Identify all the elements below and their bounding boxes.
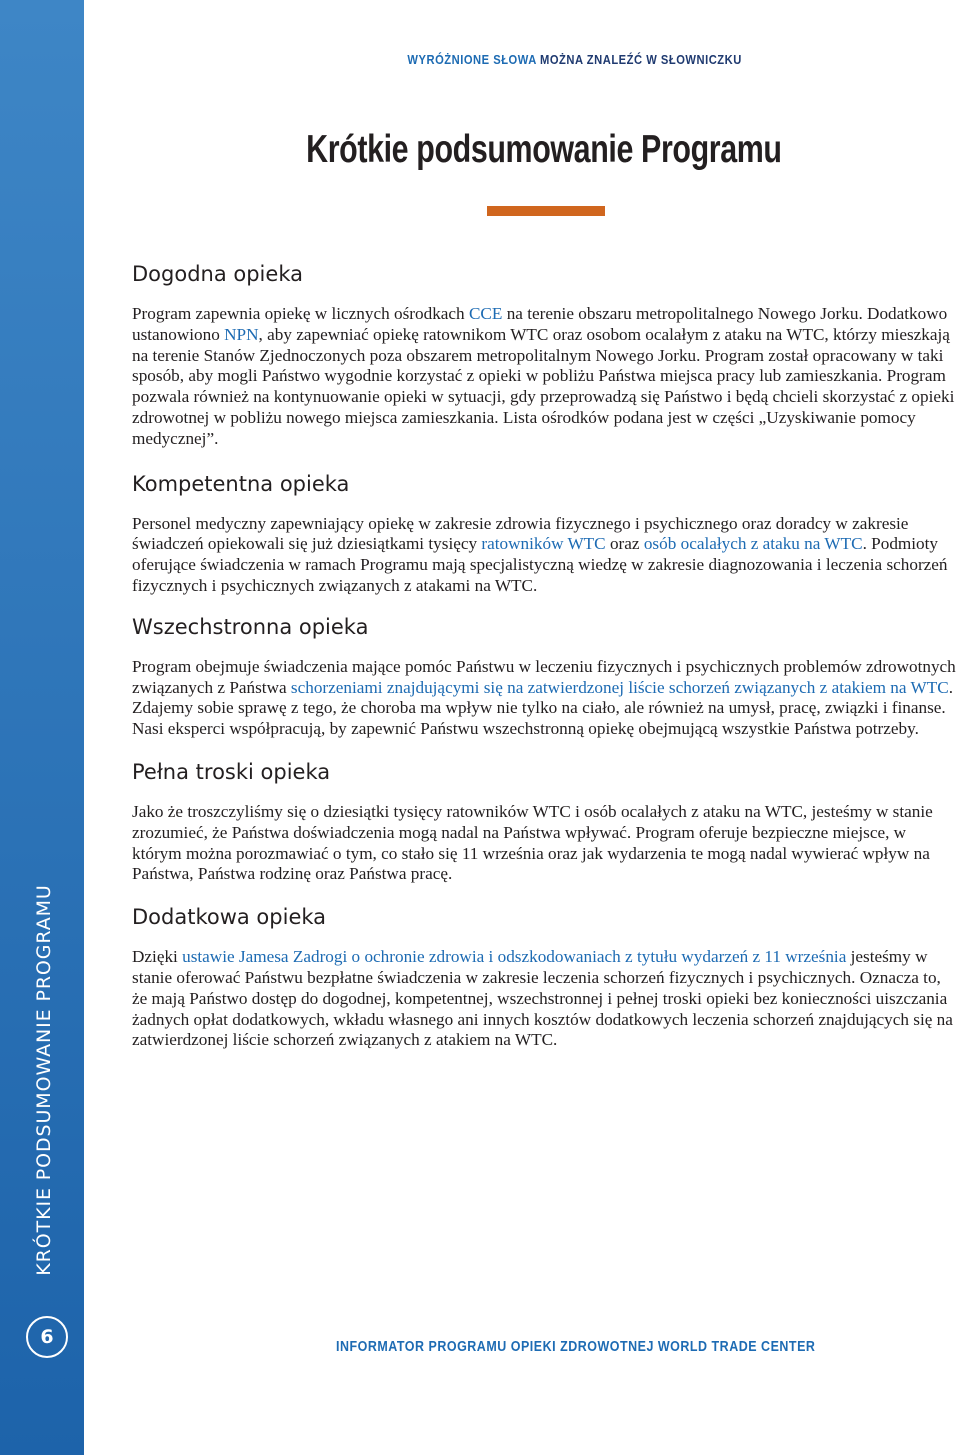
body-text: , aby zapewniać opiekę ratownikom WTC oraz osobom ocalałym z ataku na WTC, którzy mieszkają na terenie Stanów Zjednoczonych poza obszarem metropolitalnym Nowego Jorku. Program został opracowany w taki sposób, aby mogli Państwo wygodnie korzystać z opieki w pobliżu Państwa miejsca pracy lub zamieszkania. Program pozwala również na kontynuowanie opieki w sytuacji, gdy przeprowadzą się Państwo i będą chcieli skorzystać z opieki zdrowotnej w pobliżu nowego miejsca zamieszkania. Lista ośrodków podana jest w części „Uzyskiwanie pomocy medycznej”. <box>132 324 955 448</box>
section-dodatkowa-opieka <box>132 901 958 1051</box>
section-heading: Wszechstronna opieka <box>132 614 369 639</box>
body-text: Personel medyczny zapewniający opiekę w zakresie zdrowia fizycznego i psychicznego oraz doradcy w zakresie świadczeń opiekowali się już dziesiątkami tysięcy <box>132 513 909 554</box>
main-content <box>132 258 958 1051</box>
glossary-link[interactable]: NPN <box>224 324 259 344</box>
body-text: na terenie obszaru metropolitalnego Nowego Jorku. Dodatkowo ustanowiono <box>132 304 948 344</box>
section-pelna-troski-opieka <box>132 756 958 885</box>
section-heading: Pełna troski opieka <box>132 759 331 784</box>
glossary-link[interactable]: ustawie Jamesa Zadrogi o ochronie zdrowia i odszkodowaniach z tytułu wydarzeń z 11 września <box>182 947 847 967</box>
footer-title: INFORMATOR PROGRAMU OPIEKI ZDROWOTNEJ WORLD TRADE CENTER <box>336 1339 816 1355</box>
glossary-link[interactable]: osób ocalałych z ataku na WTC <box>643 534 863 554</box>
section-kompetentna-opieka <box>132 468 958 597</box>
section-body <box>132 657 958 740</box>
body-text: Jako że troszczyliśmy się o dziesiątki tysięcy ratowników WTC i osób ocalałych z ataku na WTC, jesteśmy w stanie zrozumieć, że Państwa doświadczenia mogą nadal na Państwa wpływać. Program oferuje bezpieczne miejsce, w którym można porozmawiać o tym, co stało się 11 września oraz jak wydarzenia te mogą nadal wywierać wpływ na Państwa, Państwa rodzinę oraz Państwa pracę. <box>132 801 933 884</box>
section-body <box>132 514 958 597</box>
page-title: Krótkie podsumowanie Programu <box>306 128 782 171</box>
section-heading: Kompetentna opieka <box>132 471 350 496</box>
body-text: Dzięki <box>132 947 183 967</box>
title-accent-bar <box>487 206 605 216</box>
glossary-highlight: WYRÓŻNIONE SŁOWA <box>407 52 537 67</box>
section-wszechstronna-opieka <box>132 611 958 740</box>
body-text: Program zapewnia opiekę w licznych ośrodkach <box>132 304 469 323</box>
page-number: 6 <box>26 1316 68 1358</box>
section-body <box>132 802 958 885</box>
body-text: Program obejmuje świadczenia mające pomóc Państwu w leczeniu fizycznych i psychicznych problemów zdrowotnych związanych z Państwa <box>132 656 956 697</box>
glossary-link[interactable]: CCE <box>468 304 503 323</box>
section-body <box>132 304 958 450</box>
body-text: oraz <box>605 534 644 554</box>
body-text: . Podmioty oferujące świadczenia w ramach Programu mają specjalistyczną wiedzę w zakresie diagnozowania i leczenia schorzeń fizycznych i psychicznych związanych z atakami na WTC. <box>132 534 948 595</box>
sidebar-section-label: KRÓTKIE PODSUMOWANIE PROGRAMU <box>33 884 55 1276</box>
glossary-note-rest: MOŻNA ZNALEŹĆ W SŁOWNICZKU <box>536 52 742 67</box>
glossary-note <box>408 52 742 67</box>
section-body <box>132 947 958 1051</box>
body-text: . Zdajemy sobie sprawę z tego, że choroba ma wpływ nie tylko na ciało, ale również na umysł, pracę, związki i finanse. Nasi eksperci współpracują, by zapewnić Państwu wszechstronną opiekę obejmującą wszystkie Państwa potrzeby. <box>132 677 953 739</box>
glossary-link[interactable]: schorzeniami znajdującymi się na zatwierdzonej liście schorzeń związanych z atakiem na WTC <box>290 677 949 697</box>
section-heading: Dogodna opieka <box>132 262 303 286</box>
sidebar <box>0 0 84 1455</box>
body-text: jesteśmy w stanie oferować Państwu bezpłatne świadczenia w zakresie leczenia schorzeń fizycznych i psychicznych. Oznacza to, że mają Państwo dostęp do dogodnej, kompetentnej, wszechstronnej i pełnej troski opieki bez konieczności uiszczania żadnych opłat dodatkowych, wkładu własnego ani innych kosztów dodatkowych leczenia schorzeń znajdujących się na zatwierdzonej liście schorzeń związanych z atakiem na WTC. <box>132 947 953 1050</box>
section-dogodna-opieka <box>132 258 958 450</box>
section-heading: Dodatkowa opieka <box>132 905 327 930</box>
glossary-link[interactable]: ratowników WTC <box>481 534 606 554</box>
